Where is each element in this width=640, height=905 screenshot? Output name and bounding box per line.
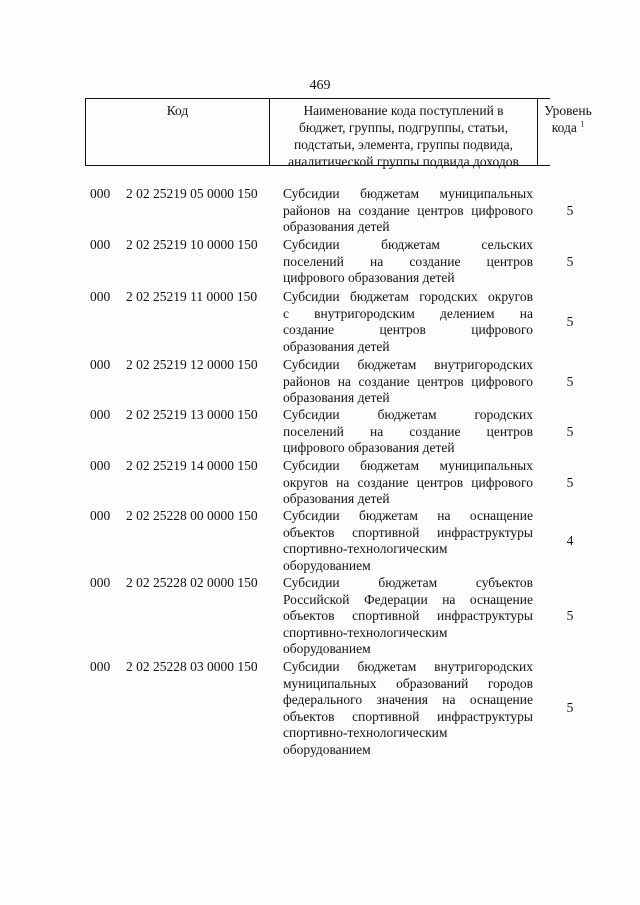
header-level <box>538 99 598 165</box>
code-level-cell: 5 <box>566 424 574 439</box>
header-name-line: подстатьи, элемента, группы подвида, <box>293 137 514 152</box>
revenue-name-line: Субсидии бюджетам сельских <box>283 237 533 252</box>
code-level-cell: 5 <box>566 475 574 490</box>
revenue-name-cell <box>283 289 533 355</box>
revenue-code-cell: 2 02 25228 02 0000 150 <box>126 575 258 590</box>
revenue-name-cell <box>283 458 533 508</box>
revenue-code-cell: 2 02 25228 00 0000 150 <box>126 508 258 523</box>
revenue-name-line: Субсидии бюджетам внутригородских <box>283 659 533 674</box>
revenue-name-line: спортивно-технологическим <box>283 624 448 640</box>
revenue-name-line: объектов спортивной инфраструктуры <box>283 608 533 623</box>
revenue-name-line: образования детей <box>283 219 390 234</box>
revenue-name-line: поселений на создание центров <box>283 253 533 269</box>
revenue-name-line: Субсидии бюджетам субъектов <box>283 575 533 590</box>
revenue-name-line: оборудованием <box>283 557 371 573</box>
admin-code-cell: 000 <box>90 659 111 674</box>
revenue-name-cell <box>283 508 533 574</box>
revenue-code-cell: 2 02 25219 13 0000 150 <box>126 407 258 422</box>
admin-code-cell: 000 <box>90 407 111 422</box>
table-header <box>85 98 592 169</box>
code-level-cell: 5 <box>566 254 574 269</box>
code-level-cell: 5 <box>566 374 574 389</box>
revenue-name-cell <box>283 575 533 658</box>
admin-code-cell: 000 <box>90 237 111 252</box>
revenue-name-line: образования детей <box>283 338 390 354</box>
code-level-cell: 5 <box>566 700 574 715</box>
revenue-code-cell: 2 02 25219 05 0000 150 <box>126 186 258 201</box>
admin-code-cell: 000 <box>90 289 111 304</box>
code-level-cell: 5 <box>566 314 574 329</box>
revenue-name-line: спортивно-технологическим <box>283 725 448 740</box>
revenue-name-line: оборудованием <box>283 741 371 757</box>
revenue-name-cell <box>283 237 533 287</box>
header-code: Код <box>85 99 270 165</box>
admin-code-cell: 000 <box>90 458 111 473</box>
revenue-name-cell <box>283 186 533 236</box>
revenue-name-line: округов на создание центров цифрового <box>283 474 533 490</box>
revenue-name-line: районов на создание центров цифрового <box>283 202 533 218</box>
revenue-code-cell: 2 02 25228 03 0000 150 <box>126 659 258 674</box>
revenue-name-line: цифрового образования детей <box>283 270 455 285</box>
admin-code-cell: 000 <box>90 508 111 523</box>
revenue-name-line: образования детей <box>283 491 390 506</box>
revenue-name-line: объектов спортивной инфраструктуры <box>283 524 533 540</box>
header-level-line: Уровень <box>544 103 592 118</box>
revenue-name-line: Субсидии бюджетам городских округов <box>283 289 533 304</box>
revenue-name-line: Субсидии бюджетам городских <box>283 407 533 422</box>
revenue-name-line: Субсидии бюджетам на оснащение <box>283 508 533 523</box>
revenue-name-line: с внутригородским делением на <box>283 305 533 321</box>
revenue-name-line: цифрового образования детей <box>283 440 455 455</box>
header-name-line: Наименование кода поступлений в <box>303 103 504 118</box>
revenue-name-line: федерального значения на оснащение <box>283 692 533 707</box>
revenue-name-line: Российской Федерации на оснащение <box>283 591 533 607</box>
revenue-name-line: объектов спортивной инфраструктуры <box>283 708 533 724</box>
page-number: 469 <box>309 78 331 93</box>
revenue-name-line: спортивно-технологическим <box>283 541 448 556</box>
admin-code-cell: 000 <box>90 357 111 372</box>
code-level-cell: 4 <box>566 533 574 548</box>
revenue-name-cell <box>283 659 533 758</box>
header-level-line <box>538 119 598 136</box>
revenue-name-cell <box>283 357 533 407</box>
revenue-name-line: районов на создание центров цифрового <box>283 373 533 389</box>
header-name <box>270 99 538 169</box>
revenue-name-line: оборудованием <box>283 641 371 656</box>
code-level-cell: 5 <box>566 203 574 218</box>
footnote-marker: 1 <box>580 119 585 129</box>
revenue-name-line: поселений на создание центров <box>283 423 533 439</box>
header-level-word: кода <box>551 120 577 135</box>
revenue-name-line: образования детей <box>283 390 390 405</box>
revenue-code-cell: 2 02 25219 14 0000 150 <box>126 458 258 473</box>
admin-code-cell: 000 <box>90 186 111 201</box>
admin-code-cell: 000 <box>90 575 111 590</box>
revenue-name-line: Субсидии бюджетам внутригородских <box>283 357 533 372</box>
revenue-code-cell: 2 02 25219 11 0000 150 <box>126 289 258 304</box>
revenue-code-cell: 2 02 25219 12 0000 150 <box>126 357 258 372</box>
header-name-line: бюджет, группы, подгруппы, статьи, <box>299 120 508 135</box>
revenue-name-line: Субсидии бюджетам муниципальных <box>283 186 533 201</box>
revenue-name-line: Субсидии бюджетам муниципальных <box>283 458 533 473</box>
revenue-name-line: создание центров цифрового <box>283 322 533 337</box>
revenue-code-cell: 2 02 25219 10 0000 150 <box>126 237 258 252</box>
header-name-line: аналитической группы подвида доходов <box>288 154 519 169</box>
revenue-name-cell <box>283 407 533 457</box>
code-level-cell: 5 <box>566 608 574 623</box>
revenue-name-line: муниципальных образований городов <box>283 675 533 691</box>
